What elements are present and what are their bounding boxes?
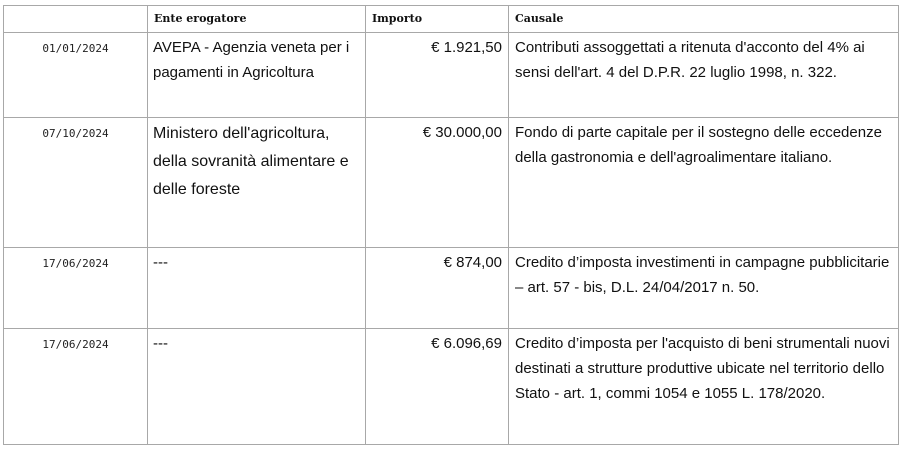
- row-causale-text: Credito d’imposta per l'acquisto di beni strumentali nuovi destinati a strutture produttive ubicate nel territorio dello Stato - art. 1, commi 1054 e 1055 L. 178/2020.: [515, 335, 890, 402]
- header-date: [4, 6, 148, 33]
- contributions-table: [3, 5, 899, 445]
- header-importo: Importo: [366, 6, 509, 33]
- row-importo: [366, 33, 509, 118]
- row-importo-text: € 1.921,50: [431, 39, 502, 56]
- row-ente: [148, 329, 366, 445]
- row-importo-text: € 874,00: [443, 254, 502, 271]
- row-causale-text: Credito d’imposta investimenti in campagne pubblicitarie – art. 57 - bis, D.L. 24/04/2017 n. 50.: [515, 254, 890, 296]
- row-importo: [366, 118, 509, 248]
- table-row: [4, 329, 899, 445]
- header-row: [4, 6, 899, 33]
- row-causale: [509, 33, 899, 118]
- row-importo-text: € 6.096,69: [431, 335, 502, 352]
- row-causale-text: Fondo di parte capitale per il sostegno delle eccedenze della gastronomia e dell'agroalimentare italiano.: [515, 124, 882, 166]
- row-causale: [509, 248, 899, 329]
- row-ente-text: ---: [153, 335, 168, 352]
- row-importo: [366, 329, 509, 445]
- header-causale: Causale: [509, 6, 899, 33]
- row-ente-text: Ministero dell'agricoltura, della sovranità alimentare e delle foreste: [153, 125, 349, 198]
- row-causale: [509, 329, 899, 445]
- table-row: [4, 33, 899, 118]
- row-date: 07/10/2024: [4, 118, 148, 248]
- header-ente: Ente erogatore: [148, 6, 366, 33]
- row-causale-text: Contributi assoggettati a ritenuta d'acconto del 4% ai sensi dell'art. 4 del D.P.R. 22 luglio 1998, n. 322.: [515, 39, 865, 81]
- row-ente: [148, 33, 366, 118]
- row-ente: [148, 118, 366, 248]
- row-importo: [366, 248, 509, 329]
- row-date: 01/01/2024: [4, 33, 148, 118]
- row-date: 17/06/2024: [4, 248, 148, 329]
- table-row: [4, 248, 899, 329]
- row-date: 17/06/2024: [4, 329, 148, 445]
- row-ente: [148, 248, 366, 329]
- row-ente-text: ---: [153, 254, 168, 271]
- row-ente-text: AVEPA - Agenzia veneta per i pagamenti in Agricoltura: [153, 39, 350, 81]
- table-row: [4, 118, 899, 248]
- row-causale: [509, 118, 899, 248]
- row-importo-text: € 30.000,00: [422, 124, 502, 141]
